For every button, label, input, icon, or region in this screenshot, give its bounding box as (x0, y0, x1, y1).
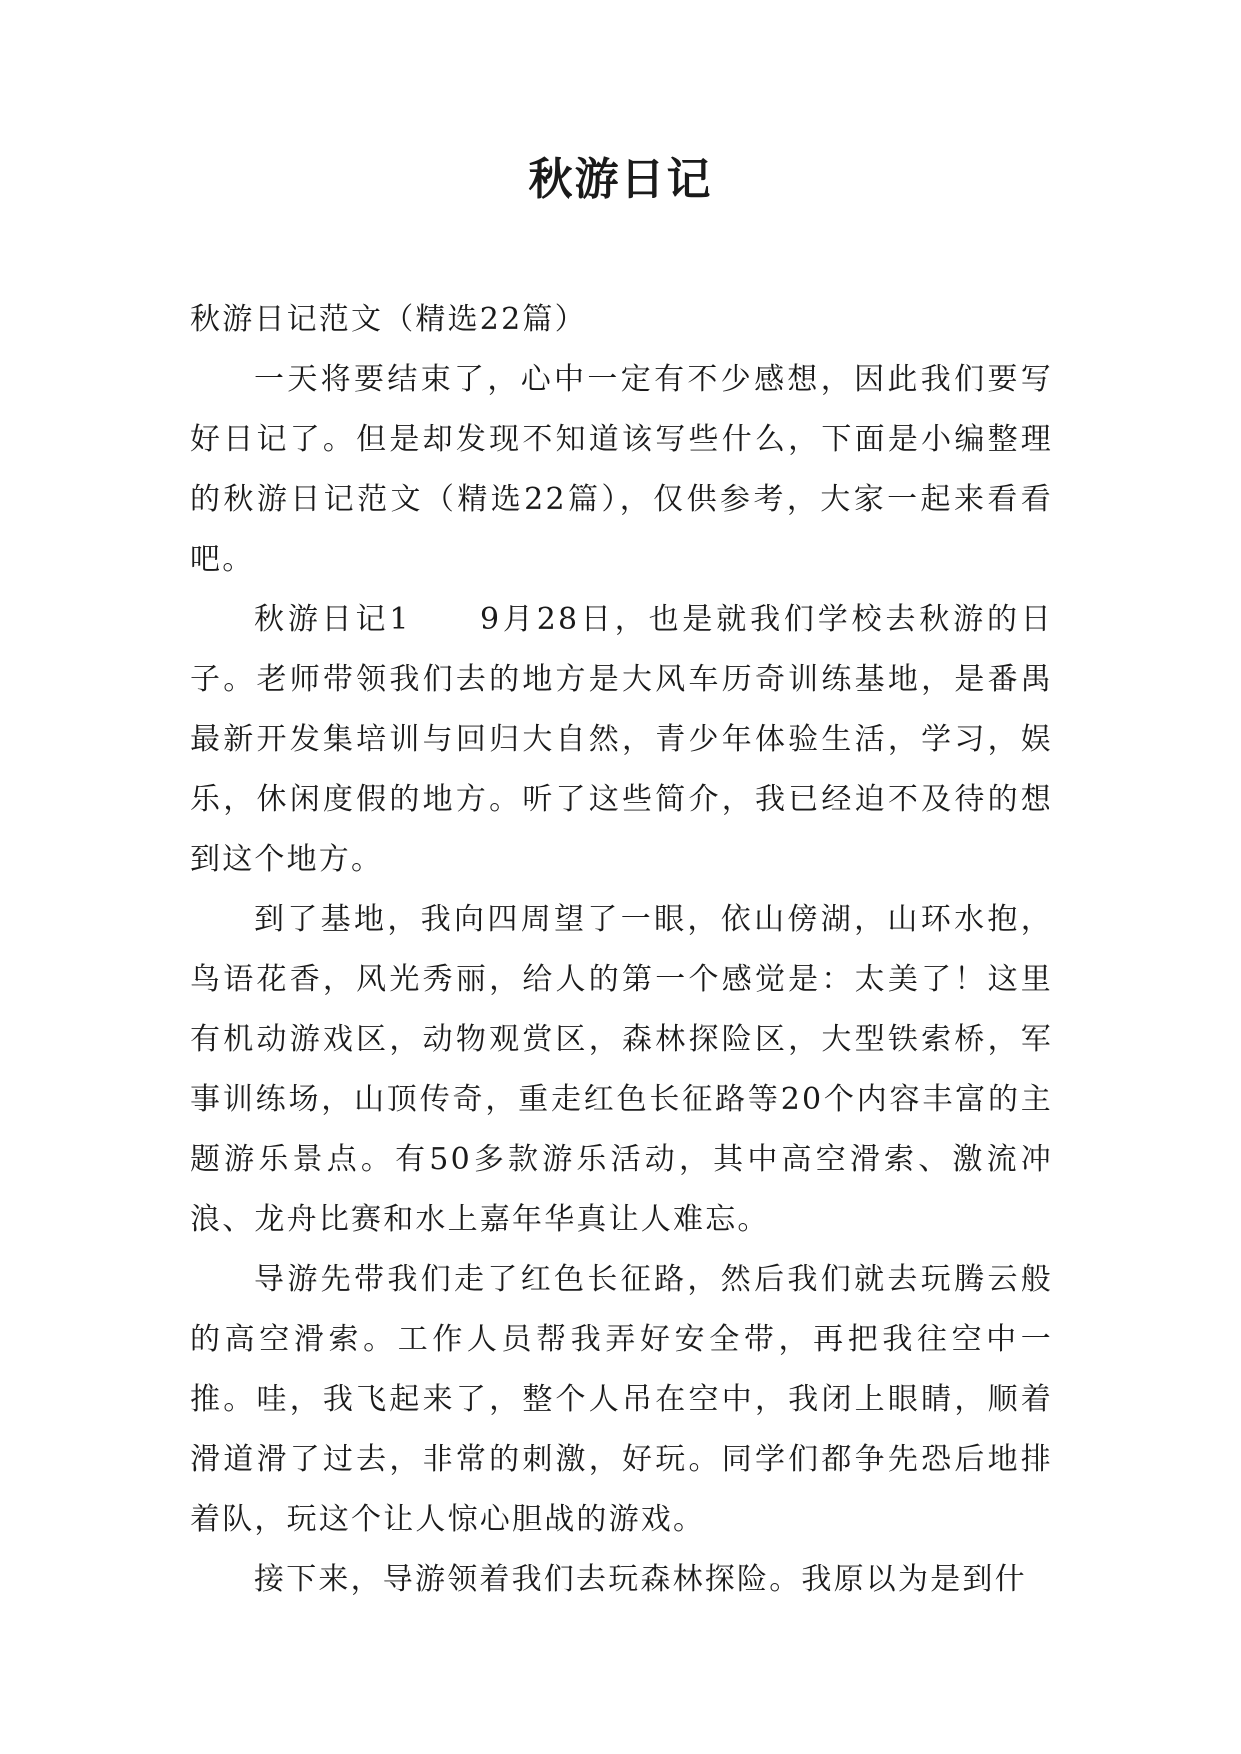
paragraph-zipline: 导游先带我们走了红色长征路，然后我们就去玩腾云般的高空滑索。工作人员帮我弄好安全带，再把我往空中一推。哇，我飞起来了，整个人吊在空中，我闭上眼睛，顺着滑道滑了过去，非常的刺激，好玩。同学们都争先恐后地排着队，玩这个让人惊心胆战的游戏。 (190, 1262, 1053, 1537)
document-subtitle: 秋游日记范文（精选22篇） (190, 302, 587, 337)
paragraph-forest: 接下来，导游领着我们去玩森林探险。我原以为是到什 (254, 1562, 1027, 1597)
paragraph-base: 到了基地，我向四周望了一眼，依山傍湖，山环水抱，鸟语花香，风光秀丽，给人的第一个感觉是：太美了！这里有机动游戏区，动物观赏区，森林探险区，大型铁索桥，军事训练场，山顶传奇，重走红色长征路等20个内容丰富的主题游乐景点。有50多款游乐活动，其中高空滑索、激流冲浪、龙舟比赛和水上嘉年华真让人难忘。 (190, 902, 1053, 1237)
document-body (190, 290, 1053, 1610)
paragraph-diary-1: 秋游日记1 9月28日，也是就我们学校去秋游的日子。老师带领我们去的地方是大风车历奇训练基地，是番禺最新开发集培训与回归大自然，青少年体验生活，学习，娱乐，休闲度假的地方。听了这些简介，我已经迫不及待的想到这个地方。 (190, 602, 1053, 877)
paragraph-intro: 一天将要结束了，心中一定有不少感想，因此我们要写好日记了。但是却发现不知道该写些什么，下面是小编整理的秋游日记范文（精选22篇），仅供参考，大家一起来看看吧。 (190, 362, 1053, 577)
document-title: 秋游日记 (528, 154, 713, 205)
